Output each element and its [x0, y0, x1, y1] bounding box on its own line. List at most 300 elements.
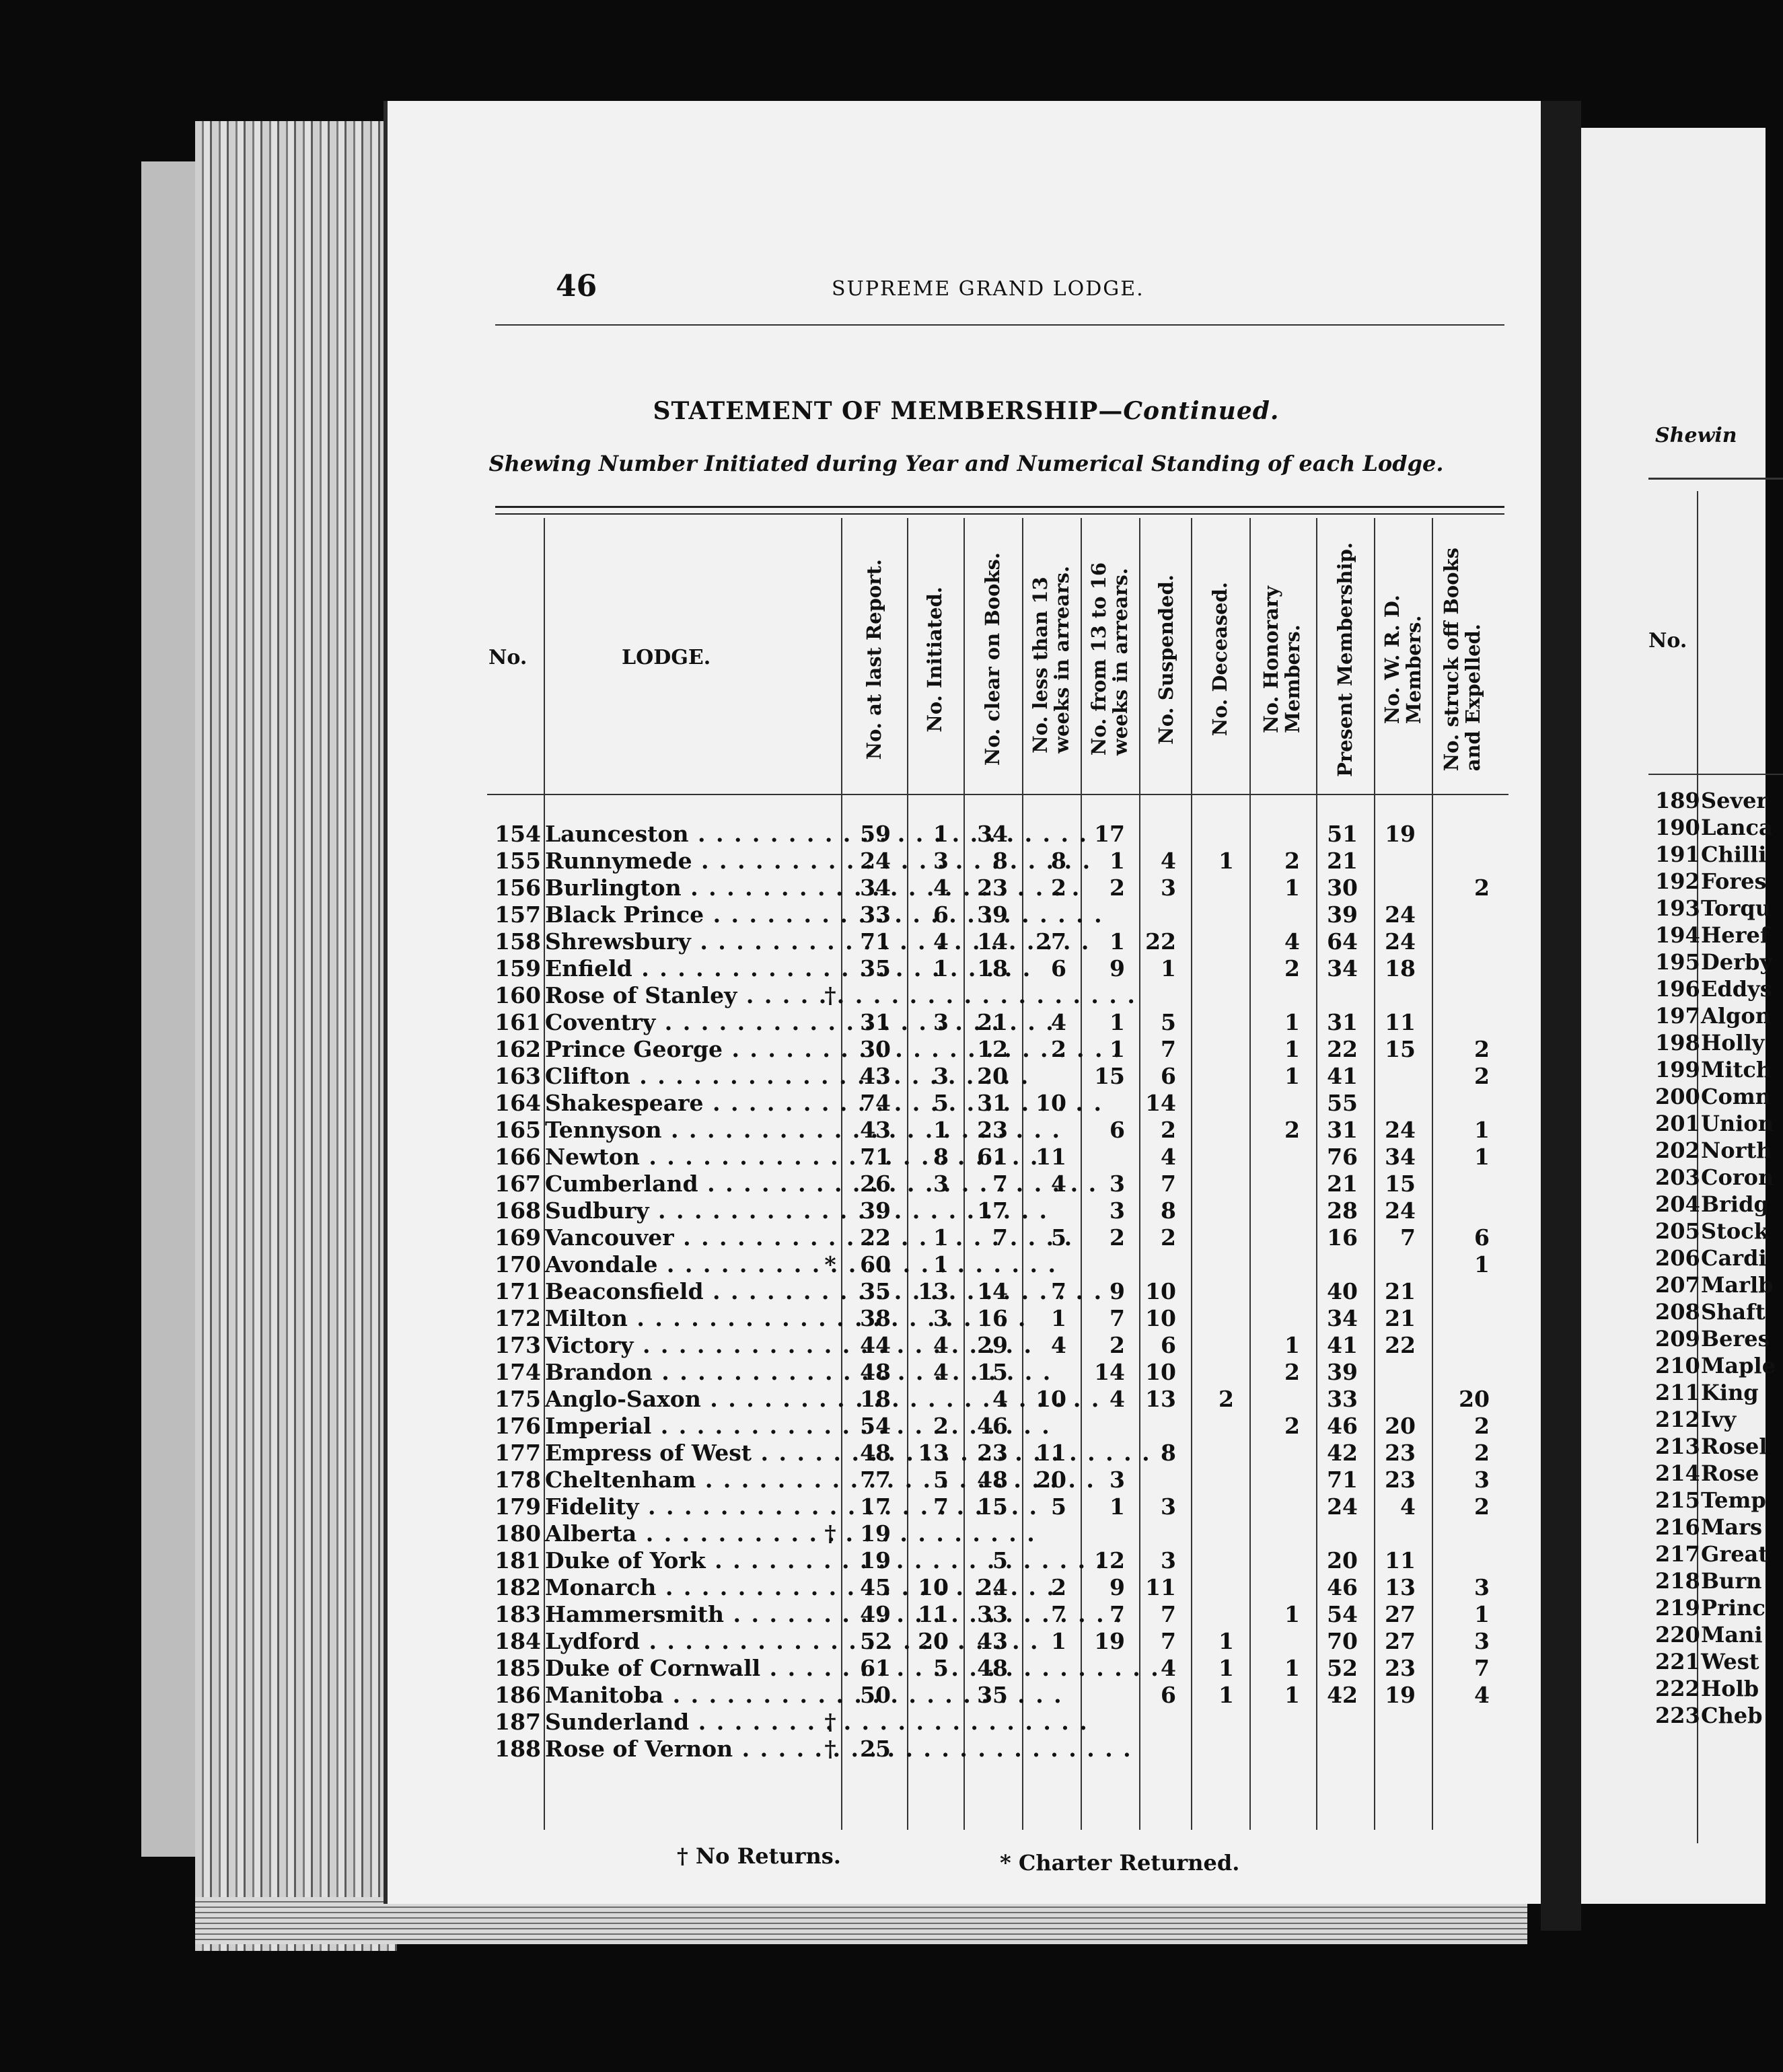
col-header-struck-off: No. struck off Books and Expelled.: [1440, 547, 1484, 772]
cell-clear: 29: [977, 1332, 1008, 1358]
cell-last: 25: [860, 1736, 891, 1762]
cell-init: 3: [933, 1171, 949, 1197]
footnote-mark: †: [824, 982, 836, 1008]
cell-last: 48: [860, 1440, 891, 1466]
cell-susp: 4: [1161, 1655, 1176, 1681]
cell-f13: 6: [1109, 1117, 1125, 1143]
table-row: [1655, 1541, 1776, 1567]
table-row: [487, 1467, 1508, 1493]
cell-pres: 42: [1327, 1682, 1358, 1708]
cell-lt13: 8: [1051, 848, 1066, 874]
table-row: [1655, 1325, 1776, 1352]
cell-pres: 76: [1327, 1144, 1358, 1170]
right-page-partial: [1581, 128, 1776, 1904]
lodge-number: 207: [1655, 1272, 1700, 1298]
lodge-name: Sever: [1701, 788, 1768, 813]
lodge-number: 210: [1655, 1353, 1700, 1378]
cell-clear: 46: [977, 1413, 1008, 1439]
cell-lt13: 1: [1051, 1628, 1066, 1654]
cell-pres: 51: [1327, 821, 1358, 847]
table-row: [487, 1224, 1508, 1251]
lodge-name: Algon: [1701, 1003, 1771, 1029]
lodge-name: Duke of Cornwall . . .: [545, 1655, 814, 1682]
table-row: [487, 1628, 1508, 1655]
table-row: [1655, 1056, 1776, 1083]
lodge-number: 213: [1655, 1434, 1700, 1459]
cell-lt13: 10: [1035, 1090, 1066, 1116]
cell-last: 48: [860, 1359, 891, 1385]
lodge-number: 199: [1655, 1057, 1700, 1082]
lodge-name: Imperial . . .: [545, 1413, 814, 1440]
cell-f13: 9: [1109, 955, 1125, 982]
cell-pres: 54: [1327, 1601, 1358, 1627]
lodge-number: 211: [1655, 1380, 1700, 1405]
cell-lt13: 11: [1035, 1144, 1066, 1170]
cell-struck: 3: [1474, 1628, 1490, 1654]
cell-clear: 12: [977, 1036, 1008, 1062]
lodge-name: Ivy: [1701, 1407, 1737, 1432]
cell-lt13: 2: [1051, 1574, 1066, 1600]
table-row: [1655, 1514, 1776, 1541]
lodge-name: Brandon . . .: [545, 1359, 814, 1386]
cell-susp: 8: [1161, 1197, 1176, 1224]
cell-wrd: 22: [1385, 1332, 1416, 1358]
cell-pres: 46: [1327, 1413, 1358, 1439]
cell-last: 19: [860, 1520, 891, 1547]
lodge-number: 203: [1655, 1164, 1700, 1190]
lodge-number: 187: [495, 1709, 541, 1735]
table-row: [1655, 1433, 1776, 1460]
cell-init: 5: [933, 1467, 949, 1493]
cell-pres: 34: [1327, 955, 1358, 982]
col-header-initiated: No. Initiated.: [923, 586, 946, 733]
cell-susp: 5: [1161, 1009, 1176, 1035]
lodge-number: 206: [1655, 1245, 1700, 1271]
footnote-mark: †: [824, 1520, 836, 1547]
cell-susp: 7: [1161, 1171, 1176, 1197]
cell-struck: 2: [1474, 1063, 1490, 1089]
lodge-name: Milton . . .: [545, 1305, 814, 1332]
table-row: [487, 1440, 1508, 1467]
lodge-number: 173: [495, 1332, 541, 1358]
cell-struck: 2: [1474, 1036, 1490, 1062]
cell-init: 4: [933, 928, 949, 955]
cell-wrd: 15: [1385, 1171, 1416, 1197]
cell-clear: 20: [977, 1063, 1008, 1089]
lodge-number: 214: [1655, 1460, 1700, 1486]
cell-dec: 1: [1218, 1655, 1234, 1681]
cell-last: 43: [860, 1117, 891, 1143]
lodge-name: Mani: [1701, 1622, 1763, 1648]
lodge-number: 156: [495, 875, 541, 901]
table-row: [1655, 1271, 1776, 1298]
cell-last: 19: [860, 1547, 891, 1574]
cell-pres: 41: [1327, 1332, 1358, 1358]
cell-susp: 1: [1161, 955, 1176, 982]
lodge-name: Holb: [1701, 1676, 1759, 1701]
lodge-name: Beaconsfield . . .: [545, 1278, 814, 1305]
cell-lt13: 27: [1035, 928, 1066, 955]
lodge-number: 217: [1655, 1541, 1700, 1567]
table-row: [1655, 814, 1776, 841]
cell-clear: 35: [977, 1682, 1008, 1708]
table-row: [1655, 868, 1776, 895]
cell-lt13: 7: [1051, 1278, 1066, 1304]
col-header-honorary: No. Honorary Members.: [1260, 585, 1304, 733]
cell-struck: 1: [1474, 1117, 1490, 1143]
cell-clear: 48: [977, 1467, 1008, 1493]
lodge-number: 158: [495, 928, 541, 955]
table-top-rule: [495, 506, 1504, 515]
cell-init: 7: [933, 1493, 949, 1520]
cell-f13: 1: [1109, 848, 1125, 874]
lodge-name: Sudbury . . .: [545, 1197, 814, 1224]
lodge-name: Mars: [1701, 1514, 1763, 1540]
cell-pres: 28: [1327, 1197, 1358, 1224]
cell-hon: 1: [1284, 1036, 1300, 1062]
cell-lt13: 1: [1051, 1305, 1066, 1331]
table-row: [487, 1601, 1508, 1628]
cell-init: 1: [933, 1251, 949, 1278]
table-row: [1655, 922, 1776, 949]
cell-last: 54: [860, 1413, 891, 1439]
cell-last: 33: [860, 901, 891, 928]
lodge-number: 198: [1655, 1030, 1700, 1056]
lodge-number: 197: [1655, 1003, 1700, 1029]
table-row: [487, 875, 1508, 901]
table-row: [487, 1709, 1508, 1736]
cell-last: 59: [860, 821, 891, 847]
cell-f13: 7: [1109, 1601, 1125, 1627]
right-page-table-body: [1655, 787, 1776, 1729]
table-row: [1655, 1352, 1776, 1379]
cell-clear: 8: [992, 848, 1008, 874]
cell-clear: 23: [977, 875, 1008, 901]
table-row: [487, 1090, 1508, 1117]
lodge-name: North: [1701, 1138, 1772, 1163]
lodge-name: Rose of Vernon . . .: [545, 1736, 814, 1763]
cell-hon: 1: [1284, 1655, 1300, 1681]
footnote-no-returns: † No Returns.: [677, 1843, 841, 1869]
table-row: [487, 1117, 1508, 1144]
lodge-name: Avondale . . .: [545, 1251, 814, 1278]
cell-susp: 10: [1145, 1278, 1176, 1304]
cell-susp: 3: [1161, 1547, 1176, 1574]
lodge-name: Derby: [1701, 949, 1772, 975]
col-header-present: Present Membership.: [1334, 542, 1356, 777]
cell-f13: 9: [1109, 1574, 1125, 1600]
footnote-mark: †: [824, 1736, 836, 1762]
cell-wrd: 21: [1385, 1305, 1416, 1331]
lodge-number: 185: [495, 1655, 541, 1681]
cell-init: 6: [933, 901, 949, 928]
table-row: [1655, 1218, 1776, 1245]
footnote-charter-returned: * Charter Returned.: [1000, 1850, 1240, 1876]
cell-wrd: 13: [1385, 1574, 1416, 1600]
cell-dec: 1: [1218, 848, 1234, 874]
lodge-number: 161: [495, 1009, 541, 1035]
page-number: 46: [556, 269, 597, 303]
lodge-name: Tennyson . . .: [545, 1117, 814, 1144]
cell-last: 71: [860, 928, 891, 955]
cell-wrd: 19: [1385, 821, 1416, 847]
lodge-number: 157: [495, 901, 541, 928]
lodge-name: Comn: [1701, 1084, 1771, 1109]
cell-wrd: 24: [1385, 1197, 1416, 1224]
cell-init: 1: [933, 1224, 949, 1251]
table-row: [487, 848, 1508, 875]
cell-wrd: 27: [1385, 1628, 1416, 1654]
lodge-name: Black Prince . . .: [545, 901, 814, 928]
cell-lt13: 5: [1051, 1493, 1066, 1520]
cell-hon: 1: [1284, 1332, 1300, 1358]
cell-struck: 20: [1459, 1386, 1490, 1412]
cell-init: 1: [933, 955, 949, 982]
cell-susp: 13: [1145, 1386, 1176, 1412]
lodge-number: 192: [1655, 868, 1700, 894]
cell-f13: 4: [1109, 1386, 1125, 1412]
cell-last: 35: [860, 1278, 891, 1304]
cell-last: 22: [860, 1224, 891, 1251]
cell-lt13: 10: [1035, 1386, 1066, 1412]
cell-susp: 14: [1145, 1090, 1176, 1116]
table-row: [1655, 1487, 1776, 1514]
lodge-number: 182: [495, 1574, 541, 1600]
lodge-name: West: [1701, 1649, 1759, 1674]
cell-f13: 1: [1109, 1009, 1125, 1035]
lodge-number: 167: [495, 1171, 541, 1197]
lodge-name: Bridg: [1701, 1191, 1769, 1217]
table-row: [1655, 975, 1776, 1002]
cell-clear: 5: [992, 1547, 1008, 1574]
cell-struck: 7: [1474, 1655, 1490, 1681]
table-row: [487, 1144, 1508, 1171]
cell-wrd: 7: [1400, 1224, 1416, 1251]
lodge-number: 178: [495, 1467, 541, 1493]
cell-clear: 34: [977, 821, 1008, 847]
lodge-name: Marlb: [1701, 1272, 1774, 1298]
cell-f13: 17: [1094, 821, 1125, 847]
lodge-number: 169: [495, 1224, 541, 1251]
cell-last: 38: [860, 1305, 891, 1331]
cell-hon: 1: [1284, 1009, 1300, 1035]
cell-init: 1: [933, 821, 949, 847]
cell-init: 1: [933, 1117, 949, 1143]
lodge-number: 188: [495, 1736, 541, 1762]
cell-clear: 7: [992, 1224, 1008, 1251]
lodge-name: Union: [1701, 1111, 1774, 1136]
cell-struck: 3: [1474, 1574, 1490, 1600]
cell-lt13: 5: [1051, 1224, 1066, 1251]
lodge-number: 160: [495, 982, 541, 1008]
cell-wrd: 23: [1385, 1440, 1416, 1466]
cell-wrd: 24: [1385, 901, 1416, 928]
lodge-name: Maple: [1701, 1353, 1776, 1378]
table-row: [487, 1547, 1508, 1574]
footnote-mark: †: [824, 1709, 836, 1735]
cell-pres: 39: [1327, 901, 1358, 928]
lodge-name: Mitch: [1701, 1057, 1772, 1082]
lodge-name: Burlington . . .: [545, 875, 814, 901]
lodge-name: Manitoba . . .: [545, 1682, 814, 1709]
lodge-number: 202: [1655, 1138, 1700, 1163]
cell-clear: 7: [992, 1171, 1008, 1197]
lodge-number: 216: [1655, 1514, 1700, 1540]
cell-susp: 8: [1161, 1440, 1176, 1466]
lodge-number: 154: [495, 821, 541, 847]
lodge-name: Heref: [1701, 922, 1770, 948]
cell-f13: 19: [1094, 1628, 1125, 1654]
lodge-name: Vancouver . . .: [545, 1224, 814, 1251]
table-row: [1655, 1002, 1776, 1029]
cell-clear: 16: [977, 1305, 1008, 1331]
cell-last: 74: [860, 1090, 891, 1116]
cell-f13: 2: [1109, 1224, 1125, 1251]
cell-last: 45: [860, 1574, 891, 1600]
right-page-col-header-no: No.: [1648, 629, 1687, 653]
cell-init: 3: [933, 1063, 949, 1089]
cell-lt13: 4: [1051, 1332, 1066, 1358]
cell-last: 44: [860, 1332, 891, 1358]
table-row: [1655, 1083, 1776, 1110]
table-row: [1655, 841, 1776, 868]
cell-clear: 15: [977, 1493, 1008, 1520]
table-row: [487, 821, 1508, 848]
cell-last: 39: [860, 1197, 891, 1224]
lodge-name: Prince George . . .: [545, 1036, 814, 1063]
cell-f13: 1: [1109, 1036, 1125, 1062]
table-row: [1655, 1675, 1776, 1702]
lodge-name: Shaft: [1701, 1299, 1766, 1325]
cell-pres: 39: [1327, 1359, 1358, 1385]
lodge-name: Newton . . .: [545, 1144, 814, 1171]
cell-last: 30: [860, 1036, 891, 1062]
cell-init: 5: [933, 1655, 949, 1681]
lodge-name: Empress of West . . .: [545, 1440, 814, 1467]
table-row: [487, 1493, 1508, 1520]
cell-hon: 2: [1284, 955, 1300, 982]
lodge-number: 177: [495, 1440, 541, 1466]
page-edges: [195, 121, 397, 1951]
cell-hon: 2: [1284, 848, 1300, 874]
cell-wrd: 24: [1385, 1117, 1416, 1143]
cell-lt13: 2: [1051, 875, 1066, 901]
cell-last: 17: [860, 1493, 891, 1520]
cell-wrd: 4: [1400, 1493, 1416, 1520]
col-header-deceased: No. Deceased.: [1208, 582, 1231, 737]
cell-last: 24: [860, 848, 891, 874]
table-row: [1655, 1648, 1776, 1675]
cell-hon: 1: [1284, 1682, 1300, 1708]
lodge-name: Cheltenham . . .: [545, 1467, 814, 1493]
cell-lt13: 7: [1051, 1601, 1066, 1627]
lodge-number: 215: [1655, 1487, 1700, 1513]
cell-wrd: 27: [1385, 1601, 1416, 1627]
table-title-continued: Continued.: [1123, 397, 1280, 425]
lodge-name: Shrewsbury . . .: [545, 928, 814, 955]
cell-susp: 22: [1145, 928, 1176, 955]
lodge-name: Victory . . .: [545, 1332, 814, 1359]
cell-lt13: 6: [1051, 955, 1066, 982]
cell-init: 13: [918, 1440, 949, 1466]
table-body: [487, 821, 1508, 1763]
cell-pres: 20: [1327, 1547, 1358, 1574]
cell-clear: 43: [977, 1628, 1008, 1654]
cell-f13: 2: [1109, 1332, 1125, 1358]
page-bottom-edges: [195, 1897, 1527, 1944]
cell-hon: 4: [1284, 928, 1300, 955]
lodge-number: 183: [495, 1601, 541, 1627]
cell-susp: 11: [1145, 1574, 1176, 1600]
cell-struck: 3: [1474, 1467, 1490, 1493]
cell-clear: 21: [977, 1009, 1008, 1035]
lodge-name: Coventry . . .: [545, 1009, 814, 1036]
cell-f13: 1: [1109, 1493, 1125, 1520]
cell-init: 3: [933, 1305, 949, 1331]
lodge-number: 204: [1655, 1191, 1700, 1217]
col-header-from-13-to-16: No. from 13 to 16 weeks in arrears.: [1087, 562, 1132, 756]
lodge-number: 174: [495, 1359, 541, 1385]
lodge-number: 195: [1655, 949, 1700, 975]
table-row: [487, 1520, 1508, 1547]
lodge-name: Temp: [1701, 1487, 1766, 1513]
cell-struck: 1: [1474, 1251, 1490, 1278]
cell-struck: 4: [1474, 1682, 1490, 1708]
lodge-number: 212: [1655, 1407, 1700, 1432]
table-row: [487, 955, 1508, 982]
table-row: [1655, 949, 1776, 975]
lodge-name: Sunderland . . .: [545, 1709, 814, 1736]
cell-wrd: 15: [1385, 1036, 1416, 1062]
cell-f13: 2: [1109, 875, 1125, 901]
table-subtitle: Shewing Number Initiated during Year and Numerical Standing of each Lodge.: [488, 451, 1444, 476]
cell-f13: 12: [1094, 1547, 1125, 1574]
cell-dec: 1: [1218, 1628, 1234, 1654]
cell-wrd: 24: [1385, 928, 1416, 955]
table-row: [1655, 787, 1776, 814]
lodge-number: 175: [495, 1386, 541, 1412]
cell-susp: 10: [1145, 1359, 1176, 1385]
cell-clear: 31: [977, 1090, 1008, 1116]
cell-last: 31: [860, 1009, 891, 1035]
membership-table: [487, 518, 1508, 1830]
lodge-name: Torqu: [1701, 895, 1771, 921]
lodge-number: 196: [1655, 976, 1700, 1002]
lodge-name: Princ: [1701, 1595, 1766, 1621]
cell-pres: 21: [1327, 1171, 1358, 1197]
cell-hon: 1: [1284, 875, 1300, 901]
table-row: [487, 982, 1508, 1009]
cell-susp: 7: [1161, 1036, 1176, 1062]
cell-f13: 3: [1109, 1467, 1125, 1493]
cell-clear: 14: [977, 1278, 1008, 1304]
cell-struck: 2: [1474, 875, 1490, 901]
table-row: [487, 1574, 1508, 1601]
cell-pres: 41: [1327, 1063, 1358, 1089]
col-header-lodge: LODGE.: [622, 646, 711, 669]
cell-last: 60: [860, 1251, 891, 1278]
lodge-name: Great: [1701, 1541, 1769, 1567]
lodge-number: 189: [1655, 788, 1700, 813]
cell-last: 77: [860, 1467, 891, 1493]
cell-susp: 4: [1161, 1144, 1176, 1170]
lodge-name: Cumberland . . .: [545, 1171, 814, 1197]
cell-susp: 6: [1161, 1063, 1176, 1089]
table-row: [1655, 1110, 1776, 1137]
cell-lt13: 2: [1051, 1036, 1066, 1062]
cell-wrd: 23: [1385, 1467, 1416, 1493]
cell-init: 4: [933, 1359, 949, 1385]
